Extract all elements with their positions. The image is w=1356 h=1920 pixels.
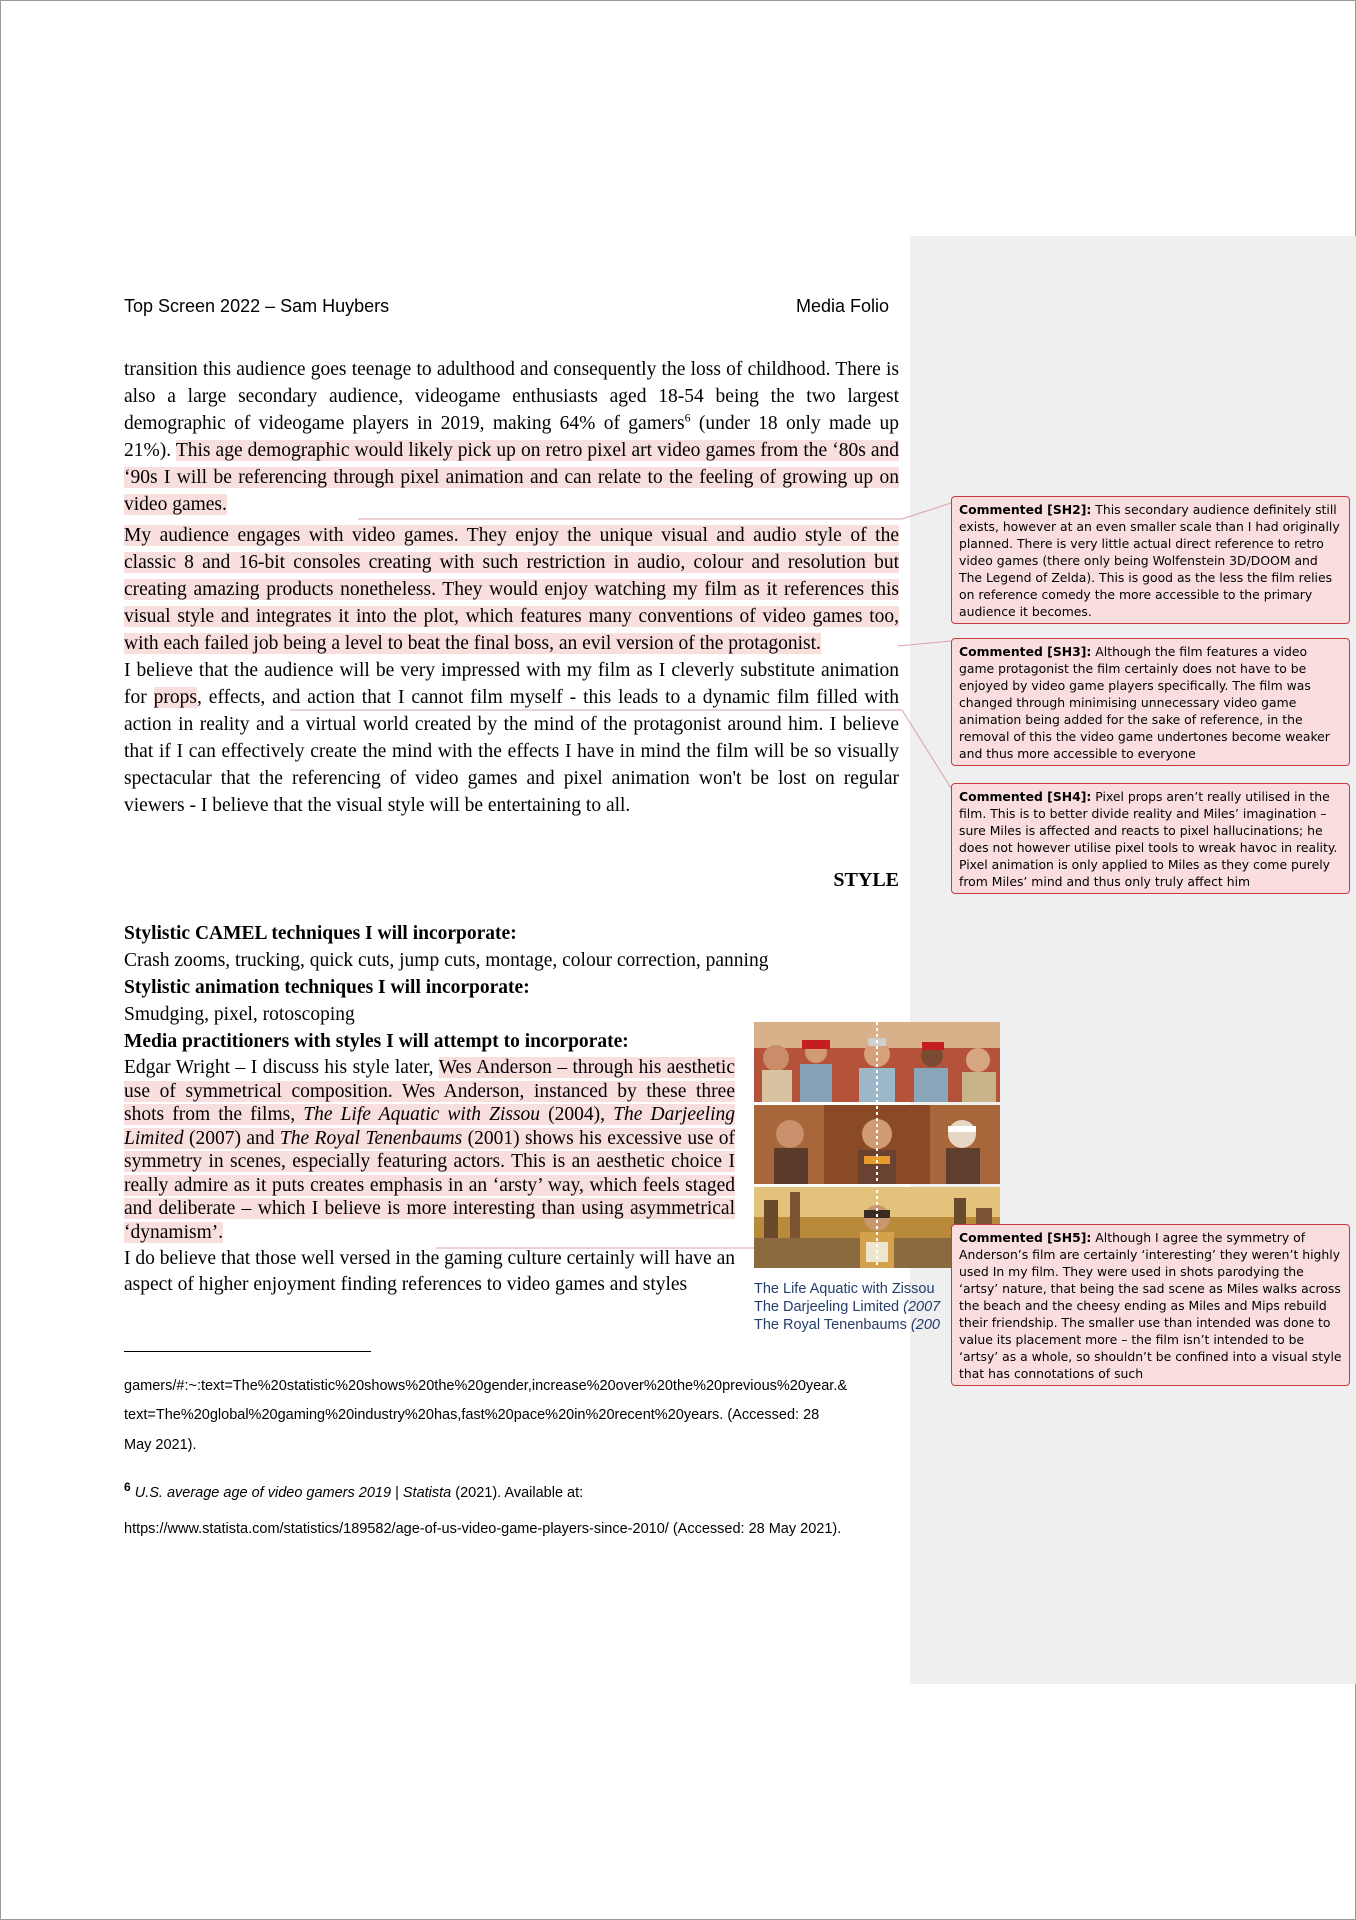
camel-text: Crash zooms, trucking, quick cuts, jump cuts, montage, colour correction, panning — [124, 950, 769, 971]
paragraph-text: Edgar Wright – I discuss his style later, — [124, 1057, 439, 1078]
comment-text: Pixel props aren’t really utilised in the film. This is to better divide reality and Miles’ imagination – sure Miles is affected and reacts to pixel hallucinations; he does not however utilise pixel tools to wreak havoc in reality. Pixel animation is only applied to Miles as they come purely from Miles’ mind and thus only truly affect him — [959, 789, 1338, 889]
footnote-text: May 2021). — [124, 1437, 197, 1453]
comment-text: Although the film features a video game protagonist the film certainly does not have to be enjoyed by video game players specifically. The film was changed through minimising unnecessary video game animation being added for the sake of reference, in the removal of this the video game undertones become weaker and thus more accessible to everyone — [959, 644, 1330, 761]
footnote-url-line[interactable]: gamers/#:~:text=The%20statistic%20shows%20the%20gender,increase%20over%20the%20previous%20year.& — [124, 1378, 848, 1394]
caption-line — [754, 1316, 940, 1334]
paragraph-impressed — [124, 657, 899, 819]
paragraph-audience — [124, 356, 899, 518]
paragraph-anderson — [124, 1056, 735, 1244]
caption-line: The Life Aquatic with Zissou — [754, 1281, 935, 1297]
comment-label: Commented [SH5]: — [959, 1230, 1092, 1245]
footnote-reference[interactable]: 6 — [684, 410, 691, 425]
film-title: The Darjeeling Limited — [124, 1104, 735, 1149]
film-stills-caption — [754, 1280, 941, 1334]
comment-sh4[interactable] — [951, 783, 1350, 894]
paragraph-text: (under 18 only made up 21%). — [124, 413, 899, 461]
comment-label: Commented [SH2]: — [959, 502, 1092, 517]
highlighted-text-sh5[interactable] — [124, 1057, 735, 1243]
animation-text: Smudging, pixel, rotoscoping — [124, 1004, 355, 1025]
footnote-source: Statista — [402, 1485, 452, 1501]
comment-label: Commented [SH3]: — [959, 644, 1092, 659]
caption-line — [754, 1298, 941, 1316]
highlighted-text-sh3[interactable]: My audience engages with video games. They enjoy the unique visual and audio style of the classic 8 and 16-bit consoles creating with such restriction in audio, colour and resolution but creating amazing products nonetheless. They would enjoy watching my film as it references this visual style and integrates it into the plot, which features many conventions of video games too, with each failed job being a level to beat the final boss, an evil version of the protagonist. — [124, 525, 899, 654]
footnote-number: 6 — [124, 1480, 131, 1495]
paragraph-text: transition this audience goes teenage to adulthood and consequently the loss of childhood. There is also a large secondary audience, videogame enthusiasts aged 18-54 being the two largest demographic of videogame players in 2019, making 64% of gamers — [124, 359, 899, 434]
connector-sh3 — [898, 641, 951, 646]
caption-year: (2007 — [903, 1299, 941, 1315]
comment-label: Commented [SH4]: — [959, 789, 1092, 804]
comment-sh3[interactable] — [951, 638, 1350, 766]
paragraph-text: (2007) and — [183, 1127, 280, 1149]
camel-heading: Stylistic CAMEL techniques I will incorporate: — [124, 923, 517, 944]
animation-heading: Stylistic animation techniques I will incorporate: — [124, 977, 530, 998]
header-folio: Media Folio — [796, 296, 890, 316]
highlighted-text-sh2[interactable]: This age demographic would likely pick up on retro pixel art video games from the ‘80s and ‘90s I will be referencing through pixel animation and can relate to the feeling of growing up on video games. — [124, 440, 899, 515]
footnote-url-line[interactable]: text=The%20global%20gaming%20industry%20has,fast%20pace%20in%20recent%20years. (Accessed: 28 — [124, 1407, 820, 1423]
caption-year: (200 — [910, 1317, 940, 1333]
paragraph-text: (2004), — [540, 1104, 614, 1125]
caption-text: The Darjeeling Limited — [754, 1299, 904, 1315]
film-title: The Royal Tenenbaums — [279, 1127, 463, 1149]
practitioners-heading: Media practitioners with styles I will attempt to incorporate: — [124, 1031, 629, 1052]
footnote-url-line[interactable]: https://www.statista.com/statistics/189582/age-of-us-video-game-players-since-2010/ (Accessed: 28 May 2021). — [124, 1521, 842, 1537]
comment-sh2[interactable] — [951, 496, 1350, 624]
footnote-title: U.S. average age of video gamers 2019 — [134, 1485, 392, 1501]
style-heading: STYLE — [833, 869, 899, 891]
paragraph-engagement — [124, 522, 899, 657]
paragraph-text: (2001) shows his excessive use of symmetry in scenes, especially featuring actors. This is an aesthetic choice I really admire as it puts creates emphasis in an ‘arsty’ way, which feels staged and deliberate – which I believe is more interesting than using asymmetrical ‘dynamism’. — [124, 1127, 735, 1243]
highlighted-text-sh4[interactable]: props — [153, 687, 197, 708]
paragraph-text: I believe that the audience will be very impressed with my film as I cleverly substitute animation for — [124, 660, 899, 708]
footnote-separator — [124, 1351, 371, 1352]
comment-sh5[interactable] — [951, 1224, 1350, 1386]
film-title: The Life Aquatic with Zissou — [303, 1104, 541, 1125]
paragraph-text: , effects, and action that I cannot film myself - this leads to a dynamic film filled with action in reality and a virtual world created by the mind of the protagonist around him. I believe that if I can effectively create the mind with the effects I have in mind the film will be so visually spectacular that the referencing of video games and pixel animation won't be lost on regular viewers - I believe that the visual style will be entertaining to all. — [124, 687, 899, 816]
footnote-6 — [124, 1480, 584, 1501]
comment-text: Although I agree the symmetry of Anderson’s film are certainly ‘interesting’ they weren’t highly used In my film. They were used in shots parodying the ‘artsy’ nature, that being the sad scene as Miles walks across the beach and the cheesy ending as Miles and Mips rebuild their friendship. The smaller use than intended was done to value its placement more – the film isn’t intended to be ‘artsy’ as a whole, so shouldn’t be confined into a visual style that has connotations of such — [959, 1230, 1342, 1381]
paragraph-gaming-culture: I do believe that those well versed in the gaming culture certainly will have an aspect of higher enjoyment finding references to video games and styles — [124, 1248, 735, 1295]
caption-text: The Royal Tenenbaums — [754, 1317, 911, 1333]
comment-text: This secondary audience definitely still exists, however at an even smaller scale than I had originally planned. There is very little actual direct reference to retro video games (there only being Wolfenstein 3D/DOOM and The Legend of Zelda). This is good as the less the film relies on reference comedy the more accessible to the primary audience it becomes. — [959, 502, 1340, 619]
paragraph-text: Wes Anderson – through his aesthetic use of symmetrical composition. Wes Anderson, instanced by these three shots from the films, — [124, 1057, 735, 1125]
footnote-text: (2021). Available at: — [451, 1485, 584, 1501]
header-title: Top Screen 2022 – Sam Huybers — [124, 296, 390, 316]
footnote-text: | — [391, 1485, 403, 1501]
